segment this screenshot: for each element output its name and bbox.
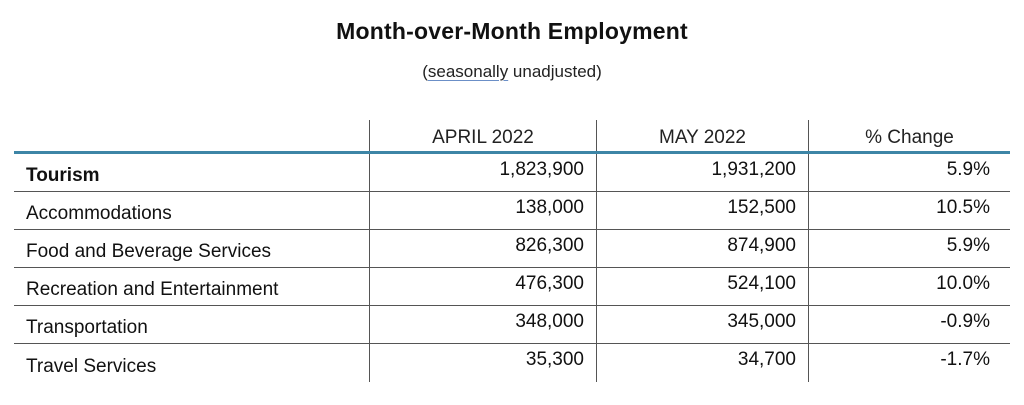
row-label: Accommodations	[26, 203, 172, 224]
change-value	[808, 192, 1010, 229]
change-value-text: 5.9%	[946, 158, 990, 180]
april-value	[369, 306, 596, 343]
may-value-text: 524,100	[727, 272, 796, 294]
april-value-text: 476,300	[515, 272, 584, 294]
subtitle-open: (	[422, 62, 428, 81]
row-label: Recreation and Entertainment	[26, 279, 279, 300]
april-value	[369, 230, 596, 267]
table-row	[14, 230, 1010, 268]
april-value-text: 138,000	[515, 196, 584, 218]
change-value	[808, 306, 1010, 343]
may-value	[596, 344, 808, 382]
row-label: Travel Services	[26, 356, 157, 377]
may-value-text: 874,900	[727, 234, 796, 256]
change-value	[808, 268, 1010, 305]
may-value	[596, 306, 808, 343]
table-row	[14, 344, 1010, 382]
april-value-text: 35,300	[525, 349, 584, 370]
change-value-text: 10.5%	[936, 196, 990, 218]
change-value-text: 10.0%	[936, 272, 990, 294]
subtitle-spelled-word: seasonally	[427, 62, 509, 81]
page-title: Month-over-Month Employment	[336, 18, 688, 44]
row-label: Food and Beverage Services	[26, 241, 272, 262]
change-value-text: -0.9%	[940, 310, 990, 332]
april-value	[369, 192, 596, 229]
table-row	[14, 268, 1010, 306]
table-header-row	[14, 120, 1010, 154]
may-value-text: 1,931,200	[711, 158, 796, 180]
row-label: Tourism	[26, 165, 100, 186]
change-value	[808, 344, 1010, 382]
april-value-text: 826,300	[515, 234, 584, 256]
may-value-text: 34,700	[737, 349, 796, 370]
april-value	[369, 344, 596, 382]
april-value-text: 1,823,900	[499, 158, 584, 180]
change-value-text: 5.9%	[946, 234, 990, 256]
column-header-change: % Change	[808, 120, 1010, 151]
may-value	[596, 268, 808, 305]
may-value-text: 152,500	[727, 196, 796, 218]
may-value	[596, 230, 808, 267]
table-row	[14, 192, 1010, 230]
column-header-category	[14, 120, 369, 151]
april-value	[369, 154, 596, 191]
april-value-text: 348,000	[515, 310, 584, 332]
may-value	[596, 154, 808, 191]
change-value	[808, 154, 1010, 191]
row-label: Transportation	[26, 317, 148, 338]
change-value-text: -1.7%	[940, 349, 990, 370]
subtitle	[0, 62, 1024, 82]
change-value	[808, 230, 1010, 267]
table-row	[14, 154, 1010, 192]
may-value-text: 345,000	[727, 310, 796, 332]
table-row	[14, 306, 1010, 344]
april-value	[369, 268, 596, 305]
employment-table	[14, 120, 1010, 382]
may-value	[596, 192, 808, 229]
column-header-april: APRIL 2022	[369, 120, 596, 151]
column-header-may: MAY 2022	[596, 120, 808, 151]
subtitle-rest: unadjusted)	[508, 62, 602, 81]
